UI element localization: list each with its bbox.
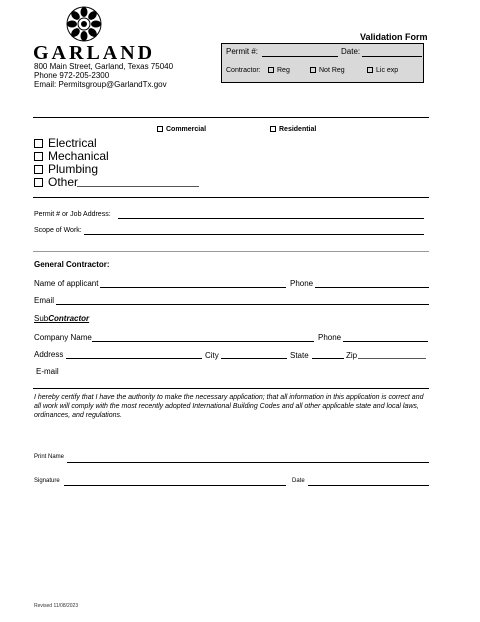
plumbing-option[interactable]: Plumbing <box>34 163 98 176</box>
contractor-divider <box>33 388 429 389</box>
validation-date-label: Date: <box>341 47 361 56</box>
validation-box <box>221 43 424 83</box>
permit-number-field[interactable] <box>262 56 338 57</box>
sub-zip-label: Zip <box>346 351 358 360</box>
sub-address-label: Address <box>34 350 64 359</box>
signature-field[interactable] <box>64 485 286 486</box>
residential-option[interactable]: Residential <box>270 126 316 133</box>
gc-phone-field[interactable] <box>315 287 429 288</box>
not-reg-checkbox[interactable] <box>310 67 316 73</box>
scope-of-work-field[interactable] <box>84 234 424 235</box>
city-seal-logo <box>66 6 102 42</box>
company-name-label: Company Name <box>34 333 92 342</box>
lic-exp-checkbox[interactable] <box>367 67 373 73</box>
gc-phone-label: Phone <box>290 279 314 288</box>
plumbing-checkbox[interactable] <box>34 165 43 174</box>
commercial-checkbox[interactable] <box>157 126 163 132</box>
print-name-field[interactable] <box>67 462 429 463</box>
validation-date-field[interactable] <box>362 56 422 57</box>
electrical-option[interactable]: Electrical <box>34 137 97 150</box>
gc-email-label: Email <box>34 296 55 305</box>
reg-checkbox[interactable] <box>268 67 274 73</box>
certification-statement: I hereby certify that I have the authority to make the necessary application; that all information in this application is correct and all work will comply with the most recently adopted International Building Codes and all other applicable state and local laws, ordinances, and regulations. <box>34 394 424 419</box>
signature-label: Signature <box>34 478 60 484</box>
office-email: Email: Permitsgroup@GarlandTx.gov <box>34 80 167 89</box>
applicant-name-label: Name of applicant <box>34 279 99 288</box>
sub-phone-field[interactable] <box>343 341 428 342</box>
logo-wordmark: GARLAND <box>33 42 156 64</box>
sub-zip-field[interactable] <box>358 358 426 359</box>
general-contractor-heading: General Contractor: <box>34 260 110 269</box>
sub-state-label: State <box>290 351 309 360</box>
contractor-not-reg-option[interactable]: Not Reg <box>310 67 345 74</box>
header-divider <box>33 117 429 118</box>
permit-address-field[interactable] <box>118 218 424 219</box>
office-phone: Phone 972-205-2300 <box>34 71 110 80</box>
signature-date-label: Date <box>292 478 305 484</box>
sub-address-field[interactable] <box>66 358 202 359</box>
company-name-field[interactable] <box>92 341 314 342</box>
residential-checkbox[interactable] <box>270 126 276 132</box>
sub-city-field[interactable] <box>221 358 287 359</box>
office-address: 800 Main Street, Garland, Texas 75040 <box>34 62 174 71</box>
contractor-label: Contractor: <box>226 67 261 74</box>
permit-types-divider <box>33 197 429 198</box>
other-option[interactable]: Other <box>34 176 78 189</box>
job-divider <box>33 251 429 252</box>
permit-address-label: Permit # or Job Address: <box>34 211 111 218</box>
other-checkbox[interactable] <box>34 178 43 187</box>
commercial-option[interactable]: Commercial <box>157 126 206 133</box>
mechanical-option[interactable]: Mechanical <box>34 150 109 163</box>
print-name-label: Print Name <box>34 454 65 460</box>
sub-email-label: E-mail <box>36 367 59 376</box>
electrical-checkbox[interactable] <box>34 139 43 148</box>
mechanical-checkbox[interactable] <box>34 152 43 161</box>
form-title: Validation Form <box>360 32 428 42</box>
other-field[interactable] <box>77 186 199 187</box>
applicant-name-field[interactable] <box>100 287 286 288</box>
signature-date-field[interactable] <box>308 485 429 486</box>
permit-number-label: Permit #: <box>226 47 259 56</box>
contractor-lic-exp-option[interactable]: Lic exp <box>367 67 398 74</box>
subcontractor-heading: SubContractor <box>34 314 90 323</box>
revision-date: Revised 11/08/2023 <box>34 603 79 609</box>
gc-email-field[interactable] <box>56 304 429 305</box>
sub-state-field[interactable] <box>312 358 344 359</box>
sub-city-label: City <box>205 351 219 360</box>
scope-of-work-label: Scope of Work: <box>34 227 82 234</box>
contractor-reg-option[interactable]: Reg <box>268 67 290 74</box>
sub-phone-label: Phone <box>318 333 342 342</box>
